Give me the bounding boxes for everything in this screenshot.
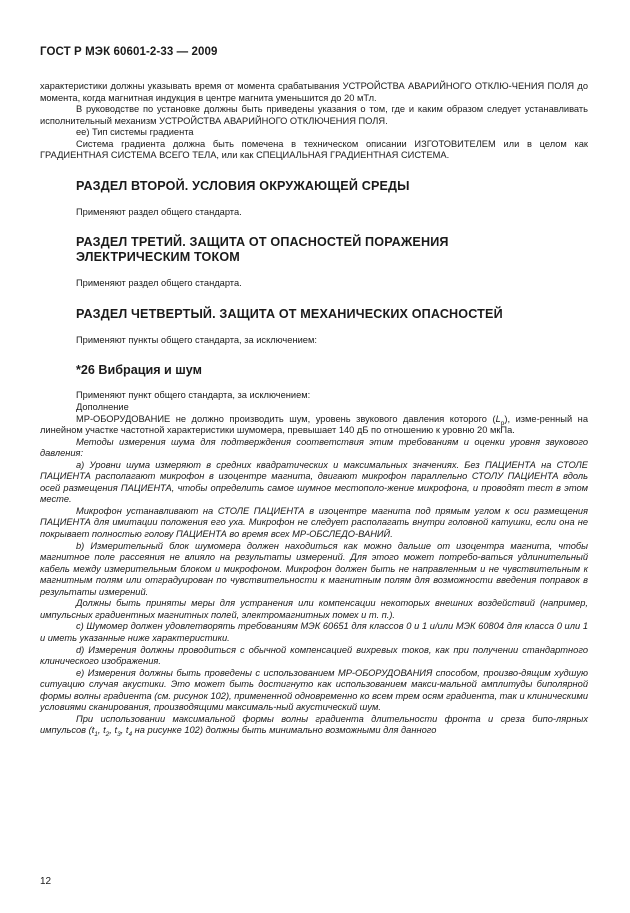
clause-heading-26: *26 Вибрация и шум <box>76 363 202 378</box>
paragraph: характеристики должны указывать время от момента срабатывания УСТРОЙСТВА АВАРИЙНОГО ОТКЛЮ-ЧЕНИЯ ПОЛЯ до момента, когда магнитная индукция в центре магнита уменьшится до 20 мТл. <box>40 81 588 103</box>
subitem-heading: ee) Тип системы градиента <box>76 127 194 138</box>
paragraph: Система градиента должна быть помечена в техническом описании ИЗГОТОВИТЕЛЕМ или в целом как ГРАДИЕНТНАЯ СИСТЕМА ВСЕГО ТЕЛА, или как СПЕЦИАЛЬНАЯ ГРАДИЕНТНАЯ СИСТЕМА. <box>40 138 588 161</box>
page-number: 12 <box>40 876 52 887</box>
paragraph: a) Уровни шума измеряют в средних квадратических и максимальных значениях. Без ПАЦИЕНТА на СТОЛЕ ПАЦИЕНТА располагают микрофон в изоцентре магнита, двигают микрофон параллельно СТОЛУ ПАЦИЕНТА вдоль осей размещения ПАЦИЕНТА, чтобы определить самое шумное местополо-жение микрофона, и проводят тест в этом месте. <box>40 459 588 505</box>
section-heading-3-line1: РАЗДЕЛ ТРЕТИЙ. ЗАЩИТА ОТ ОПАСНОСТЕЙ ПОРАЖЕНИЯ <box>76 235 449 250</box>
paragraph: Дополнение <box>76 402 129 413</box>
paragraph: d) Измерения должны проводиться с обычной компенсацией вихревых токов, как при получении стандартного клинического изображения. <box>40 644 588 667</box>
paragraph: Применяют раздел общего стандарта. <box>76 278 242 289</box>
paragraph: МР-ОБОРУДОВАНИЕ не должно производить шум, уровень звукового давления которого $(L_p)$, изме-ренный на линейном участке частотной характеристики шумомера, превышает 140 дБ по отношению к уровню 20 мкПа. <box>40 413 588 436</box>
page-content <box>40 81 588 737</box>
paragraph: Должны быть приняты меры для устранения или компенсации некоторых внешних воздействий (например, импульсных градиентных магнитных полей, электромагнитных помех и т. п.). <box>40 598 588 620</box>
section-heading-3-line2: ЭЛЕКТРИЧЕСКИМ ТОКОМ <box>76 250 240 265</box>
paragraph: При использовании максимальной формы волны градиента длительности фронта и среза бипо-лярных импульсов ($t_1$, $t_2$, $t_3$, $t_4$ на рисунке 102) должны быть минимально возможными для данного <box>40 713 588 739</box>
paragraph: Применяют пункты общего стандарта, за исключением: <box>76 334 317 345</box>
section-heading-4: РАЗДЕЛ ЧЕТВЕРТЫЙ. ЗАЩИТА ОТ МЕХАНИЧЕСКИХ ОПАСНОСТЕЙ <box>76 306 503 321</box>
paragraph: Применяют раздел общего стандарта. <box>76 206 242 217</box>
paragraph: e) Измерения должны быть проведены с использованием МР-ОБОРУДОВАНИЯ способом, произво-дящим худшую ситуацию случая акустики. Это может быть достигнуто как использованием макси-мальной амплитуды биполярной формы волны градиента (см. рисунок 102), примененной одновременно ко всем трем осям градиента, так и клиническими условиями сканирования, производящими максималь-ный акустический шум. <box>40 667 588 713</box>
running-header: ГОСТ Р МЭК 60601-2-33 — 2009 <box>40 46 218 58</box>
paragraph: Микрофон устанавливают на СТОЛЕ ПАЦИЕНТА в изоцентре магнита под прямым углом к оси размещения ПАЦИЕНТА для имитации положения его уха. Микрофон не следует располагать внутри головной катушки, если она не покрывает полностью голову ПАЦИЕНТА во время всех МР-ОБСЛЕДО-ВАНИЙ. <box>40 505 588 540</box>
paragraph: В руководстве по установке должны быть приведены указания о том, где и каким образом следует устанавливать исполнительный механизм УСТРОЙСТВА АВАРИЙНОГО ОТКЛЮЧЕНИЯ ПОЛЯ. <box>40 104 588 126</box>
paragraph: b) Измерительный блок шумомера должен находиться как можно дальше от изоцентра магнита, чтобы магнитное поле рассеяния не влияло на результаты измерений. Для этого может потребо-ваться удлинительный кабель между измерительным блоком и микрофоном. Микрофон должен быть не направленным и не чувствительным к магнитным полям или отградуирован по чувствительности к магнитным полям для возможности введения поправок в результаты измерений. <box>40 540 588 597</box>
paragraph: Применяют пункт общего стандарта, за исключением: <box>76 390 311 401</box>
section-heading-2: РАЗДЕЛ ВТОРОЙ. УСЛОВИЯ ОКРУЖАЮЩЕЙ СРЕДЫ <box>76 178 410 193</box>
paragraph: c) Шумомер должен удовлетворять требованиям МЭК 60651 для классов 0 и 1 и/или МЭК 60804 для класса 0 или 1 и иметь указанные ниже характеристики. <box>40 621 588 643</box>
paragraph: Методы измерения шума для подтверждения соответствия этим требованиям и оценки уровня звукового давления: <box>40 436 588 459</box>
